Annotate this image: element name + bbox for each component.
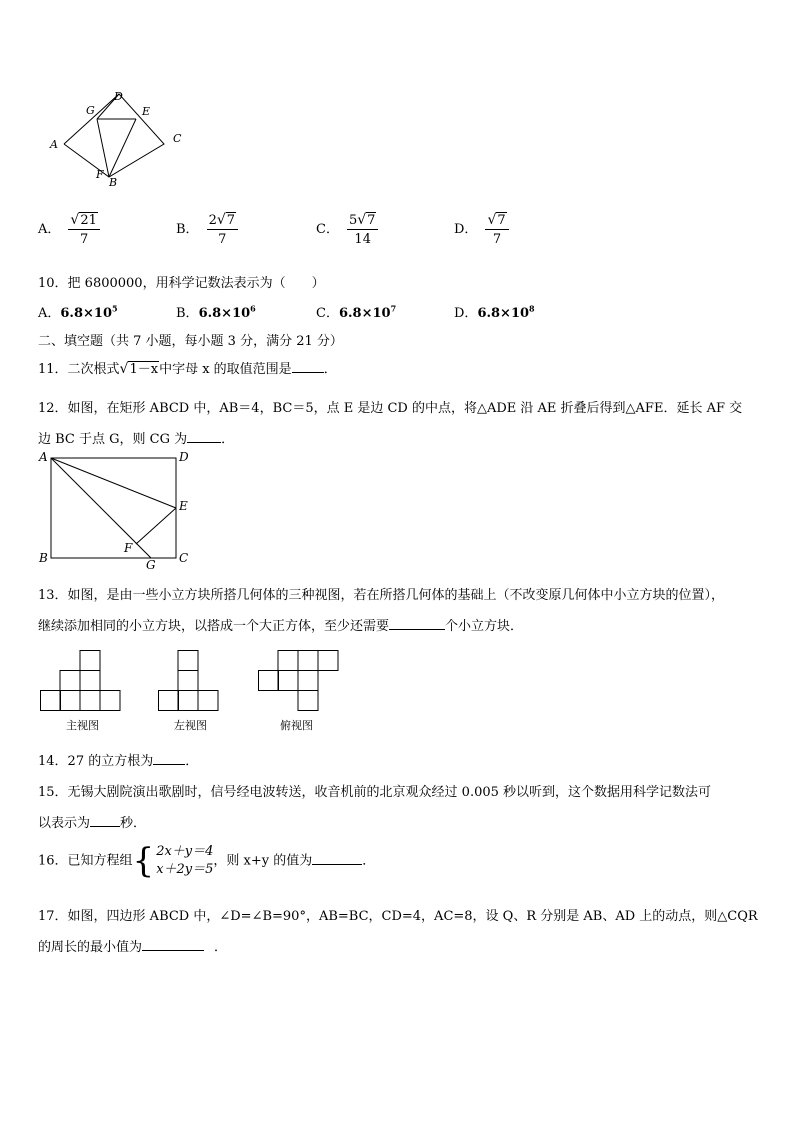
answer-blank[interactable] [389, 629, 445, 630]
q12-line2: 边 BC 于点 G，则 CG 为 ． [38, 432, 235, 447]
label-E: E [179, 499, 188, 513]
label-D: D [114, 90, 123, 103]
left-view-caption: 左视图 [174, 719, 207, 732]
label-G: G [86, 104, 95, 117]
answer-blank[interactable] [90, 826, 120, 827]
q9-option-b: B． $\frac{2√7}{7}$ [176, 212, 238, 247]
equation-system: { 2x＋y＝4 x＋2y＝5 [132, 841, 214, 881]
label-B: B [39, 551, 48, 565]
label-A: A [50, 138, 58, 151]
label-F: F [96, 168, 104, 181]
q9-option-a: A． $\frac{√21}{7}$ [38, 212, 100, 247]
label-C: C [173, 132, 182, 145]
front-view-caption: 主视图 [66, 719, 99, 732]
q17-line1: 17．如图，四边形 ABCD 中，∠D=∠B=90°，AB=BC，CD=4，AC=8，设 Q、R 分别是 AB、AD 上的动点，则△CQR [38, 909, 758, 924]
label-A: A [39, 450, 48, 464]
equation-1: 2x＋y＝4 [156, 844, 214, 859]
label-D: D [179, 450, 189, 464]
q12-line1: 12．如图，在矩形 ABCD 中，AB＝4，BC＝5，点 E 是边 CD 的中点，将△ADE 沿 AE 折叠后得到△AFE．延长 AF 交 [38, 401, 743, 416]
q15-line2: 以表示为 秒． [38, 816, 147, 831]
q10-option-b: B．$6.8\times 10^6$ [176, 303, 256, 321]
q13-line2: 继续添加相同的小立方块，以搭成一个大正方体，至少还需要 个小立方块． [38, 619, 524, 634]
answer-blank[interactable] [292, 372, 324, 373]
label-F: F [124, 541, 133, 555]
q16-text: 16．已知方程组 { 2x＋y＝4 x＋2y＝5 ，则 x+y 的值为 ． [38, 841, 376, 881]
top-view-caption: 俯视图 [280, 719, 313, 732]
answer-blank[interactable] [312, 864, 362, 865]
q10-option-d: D．$6.8\times 10^8$ [454, 303, 535, 321]
q15-line1: 15．无锡大剧院演出歌剧时，信号经电波转送，收音机前的北京观众经过 0.005 秒以听到，这个数据用科学记数法可 [38, 785, 712, 800]
q14-text: 14．27 的立方根为 ． [38, 754, 199, 769]
q17-line2: 的周长的最小值为 ． [38, 940, 228, 955]
figure-rhombus [40, 86, 200, 194]
q9-option-d: D． $\frac{√7}{7}$ [454, 212, 509, 247]
equation-2: x＋2y＝5 [156, 862, 214, 877]
answer-blank[interactable] [187, 442, 221, 443]
q10-text: 10．把 6800000，用科学记数法表示为（ ） [38, 276, 325, 291]
label-G: G [146, 558, 156, 570]
label-B: B [109, 176, 118, 189]
label-C: C [179, 551, 189, 565]
label-E: E [142, 105, 151, 118]
figure-rectangle [36, 448, 196, 570]
left-view [158, 650, 222, 712]
q13-line1: 13．如图，是由一些小立方块所搭几何体的三种视图，若在所搭几何体的基础上（不改变原几何体中小立方块的位置）， [38, 588, 725, 603]
section-heading: 二、填空题（共 7 小题，每小题 3 分，满分 21 分） [38, 334, 343, 349]
q9-option-c: C． $\frac{5√7}{14}$ [316, 212, 378, 247]
q10-option-c: C．$6.8\times 10^7$ [316, 303, 397, 321]
top-view [258, 650, 342, 712]
front-view [40, 650, 124, 712]
answer-blank[interactable] [142, 950, 204, 951]
answer-blank[interactable] [153, 764, 185, 765]
q11-text: 11．二次根式√1－x中字母 x 的取值范围是 ． [38, 361, 337, 377]
q10-option-a: A．$6.8\times 10^5$ [38, 303, 118, 321]
